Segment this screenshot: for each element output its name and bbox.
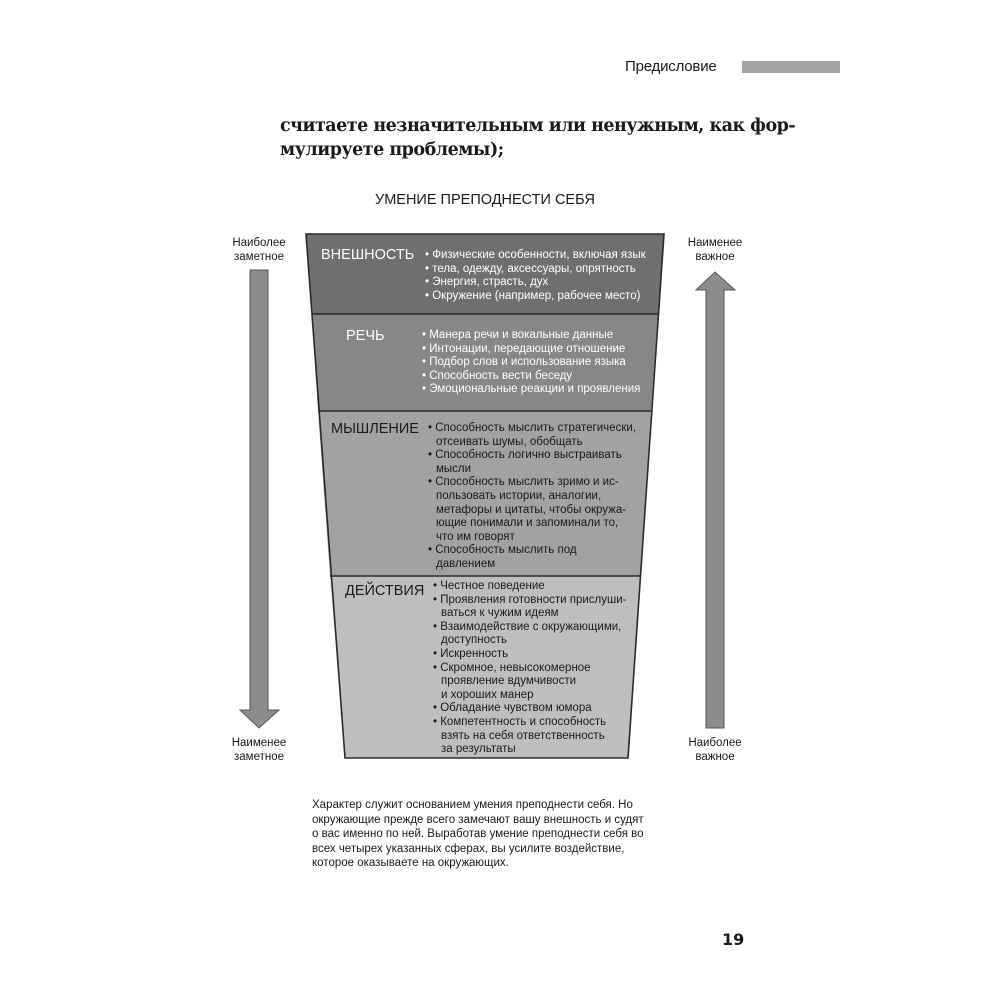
figure-caption: Характер служит основанием умения преподнести себя. Но окружающие прежде всего замечают вашу внешность и судят о вас именно по ней. Выработав умение преподнести себя во всех четырех указанных сферах, вы усилите воздействие, которое оказываете на окружающих. <box>312 799 644 870</box>
band-bullet-line: • Физические особенности, включая язык <box>425 249 646 261</box>
band-bullet-line: мысли <box>436 462 472 475</box>
band-title: ВНЕШНОСТЬ <box>321 247 415 263</box>
band-bullet-line: • Способность логично выстраивать <box>428 449 622 462</box>
band-bullet-line: давлением <box>436 558 496 570</box>
band-bullet-line: • Способность мыслить под <box>428 544 577 557</box>
band-bullet-line: отсеивать шумы, обобщать <box>436 435 583 448</box>
arrow-up-icon <box>696 272 735 728</box>
label-least-important: Наименее важное <box>687 237 743 263</box>
band-title: ДЕЙСТВИЯ <box>345 583 425 599</box>
band-bullet-line: проявление вдумчивости <box>441 675 577 688</box>
band-bullet-line: метафоры и цитаты, чтобы окружа- <box>436 503 627 516</box>
band-bullet-line: пользовать истории, аналогии, <box>436 490 602 502</box>
label-most-noticeable: Наиболее заметное <box>232 237 286 263</box>
band-bullet-line: • Эмоциональные реакции и проявления <box>422 383 641 396</box>
band-bullet-line: доступность <box>441 634 507 647</box>
band-bullet-line: • Честное поведение <box>433 580 545 592</box>
band-title: МЫШЛЕНИЕ <box>331 421 419 437</box>
band-bullet-line: • Скромное, невысокомерное <box>433 661 591 674</box>
body-text-line: считаете незначительным или ненужным, как фор- <box>280 116 796 136</box>
band-bullet-line: ваться к чужим идеям <box>441 607 559 620</box>
band-bullet-line: что им говорят <box>436 530 515 543</box>
band-bullet-line: • тела, одежду, аксессуары, опрятность <box>425 262 636 275</box>
diagram-title: УМЕНИЕ ПРЕПОДНЕСТИ СЕБЯ <box>375 192 595 208</box>
band-bullet-line: • Взаимодействие с окружающими, <box>433 620 622 633</box>
arrow-down-icon <box>240 270 279 728</box>
band-bullet-line: • Манера речи и вокальные данные <box>422 329 614 341</box>
band-bullet-line: ющие понимали и запоминали то, <box>436 517 619 530</box>
band-bullet-line: • Интонации, передающие отношение <box>422 342 626 355</box>
band-bullet-line: • Обладание чувством юмора <box>433 702 592 715</box>
label-least-noticeable: Наименее заметное <box>231 737 287 763</box>
band-title: РЕЧЬ <box>346 328 385 344</box>
label-most-important: Наиболее важное <box>688 737 742 763</box>
band-bullet-line: • Искренность <box>433 648 509 660</box>
band-bullet-line: • Способность вести беседу <box>422 369 573 382</box>
page-number: 19 <box>722 930 745 949</box>
band-bullet-line: • Окружение (например, рабочее место) <box>425 289 641 302</box>
band-bullet-line: и хороших манер <box>441 688 534 701</box>
band-bullet-line: • Способность мыслить стратегически, <box>428 422 636 434</box>
band-bullet-line: • Проявления готовности прислуши- <box>433 593 627 606</box>
band-bullet-line: за результаты <box>441 743 516 756</box>
band-bullet-line: • Способность мыслить зримо и ис- <box>428 476 619 489</box>
band-bullet-line: взять на себя ответственность <box>441 729 605 742</box>
running-head: Предисловие <box>625 58 717 75</box>
band-bullet-line: • Подбор слов и использование языка <box>422 356 626 369</box>
band-bullet-line: • Энергия, страсть, дух <box>425 276 549 289</box>
band-bullet-line: • Компетентность и способность <box>433 716 607 728</box>
body-text-line: мулируете проблемы); <box>280 140 504 160</box>
